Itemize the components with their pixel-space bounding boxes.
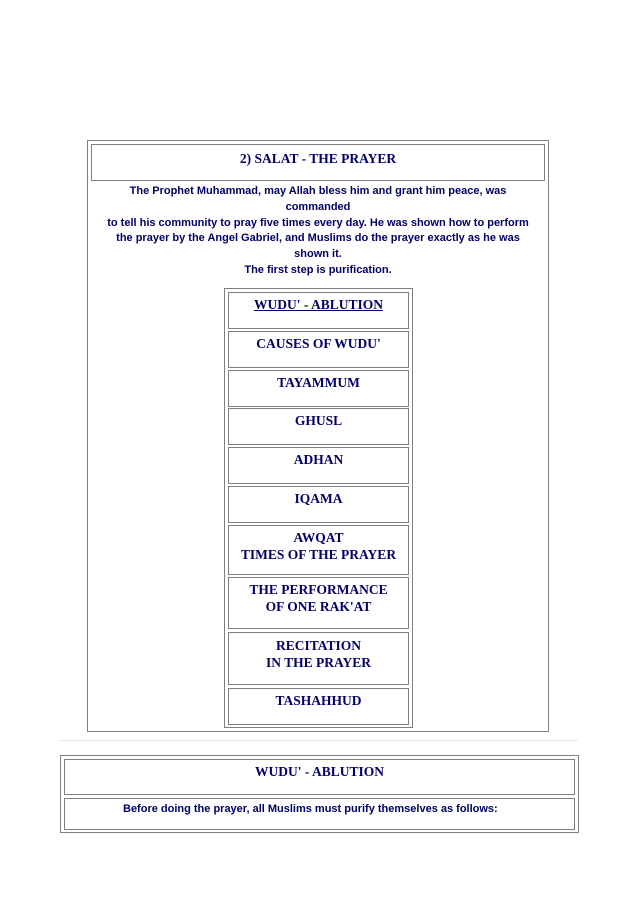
menu-item-label: WUDU' - ABLUTION (253, 297, 383, 312)
menu-item-adhan[interactable] (228, 447, 409, 484)
menu-item-label: IQAMA (294, 491, 343, 506)
menu-item-tashahhud[interactable] (228, 688, 409, 725)
menu-item-label: OF ONE RAK'AT (265, 599, 372, 614)
menu-item-recitation[interactable] (228, 632, 409, 685)
intro-line: shown it. (294, 248, 342, 261)
menu-item-label: ADHAN (293, 452, 344, 467)
menu-item-iqama[interactable] (228, 486, 409, 523)
menu-item-ghusl[interactable] (228, 408, 409, 445)
menu-item-label: AWQAT (293, 530, 344, 545)
menu-item-label: TASHAHHUD (275, 693, 362, 708)
menu-item-performance[interactable] (228, 577, 409, 629)
menu-item-label: GHUSL (294, 413, 343, 428)
menu-item-label: THE PERFORMANCE (249, 582, 388, 597)
intro-line: The first step is purification. (244, 263, 392, 276)
intro-line: commanded (285, 200, 351, 213)
menu-item-label: RECITATION (275, 638, 361, 653)
intro-line: The Prophet Muhammad, may Allah bless him and grant him peace, was (129, 185, 507, 197)
menu-item-awqat[interactable] (228, 525, 409, 575)
wudu-section-title: WUDU' - ABLUTION (64, 759, 575, 795)
menu-item-label: CAUSES OF WUDU' (256, 336, 381, 351)
menu-item-label: TAYAMMUM (277, 375, 360, 390)
menu-item-causes-of-wudu[interactable] (228, 331, 409, 368)
intro-paragraph (89, 184, 547, 279)
menu-item-label: TIMES OF THE PRAYER (240, 547, 397, 562)
wudu-section-body: Before doing the prayer, all Muslims must purify themselves as follows: (64, 798, 575, 830)
intro-line: to tell his community to pray five times every day. He was shown how to perform (107, 216, 529, 229)
intro-line: the prayer by the Angel Gabriel, and Muslims do the prayer exactly as he was (116, 232, 520, 245)
menu-item-label: IN THE PRAYER (265, 655, 372, 670)
section-title: 2) SALAT - THE PRAYER (91, 144, 545, 181)
menu-item-tayammum[interactable] (228, 370, 409, 407)
menu-item-wudu[interactable] (228, 292, 409, 329)
section-divider (60, 740, 578, 741)
